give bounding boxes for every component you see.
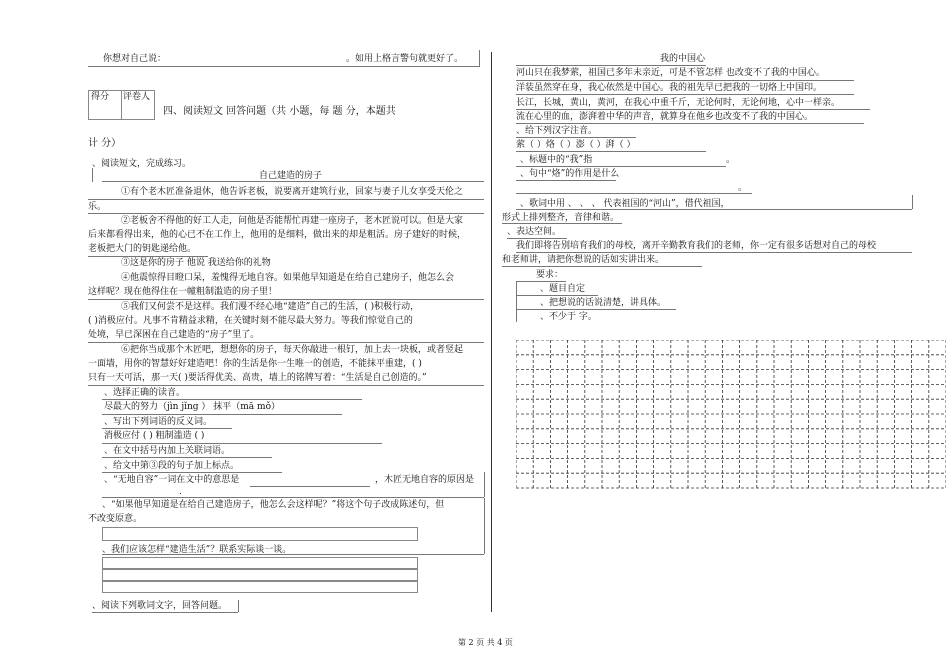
- answer-end-dot: .: [179, 487, 182, 497]
- intro-tail: 。如用上格言警句就更好了。: [346, 54, 464, 64]
- question-title-me-end: 。: [726, 155, 736, 165]
- pinyin-blanks[interactable]: 萦（ ）烙（ ）澎（ ）湃（ ）: [516, 140, 636, 150]
- rule: [516, 180, 616, 181]
- rule: [88, 299, 484, 300]
- score-cell: 得分: [88, 90, 122, 120]
- rule: [516, 151, 706, 152]
- rule: [102, 428, 232, 429]
- rule: [516, 123, 864, 124]
- rule: [516, 166, 726, 167]
- column-divider: [491, 52, 492, 612]
- paragraph-5-end: 处境，早已深困在自己建造的“房子”里了。: [88, 330, 260, 340]
- instruction: 、阅读短文，完成练习。: [92, 159, 192, 169]
- rule: [479, 50, 480, 66]
- paragraph-4: ④他震惊得目瞪口呆，羞愧得无地自容。如果他早知道是在给自己建房子，他怎么会: [121, 273, 455, 283]
- paragraph-6: ⑥把你当成那个木匠吧，想想你的房子，每天你敲进一根钉，加上去一块板，或者竖起: [121, 345, 464, 355]
- question-lao-end: 。: [738, 183, 748, 193]
- rule: [516, 209, 912, 210]
- answer-box[interactable]: [102, 527, 418, 541]
- composition-grid[interactable]: [516, 340, 946, 490]
- poem-line-1: 河山只在我梦萦，祖国已多年未亲近，可是不管怎样 也改变不了我的中国心。: [516, 68, 825, 78]
- rule: [516, 281, 566, 282]
- intro-line: 你想对自己说：: [103, 54, 167, 64]
- passage-title: 自己建造的房子: [259, 171, 323, 181]
- paragraph-2-cont: 后来都看得出来，他的心已不在工作上，他用的是细料，做出来的却是粗活。房子建好的时候，: [88, 230, 467, 240]
- answer-box[interactable]: [102, 569, 418, 581]
- rule: [502, 266, 702, 267]
- rule: [102, 399, 362, 400]
- paragraph-6-cont: 一面墙，用你的智慧好好建造吧！你的生活是你一生唯一的创造，不能抹平重建，( ): [88, 359, 422, 369]
- question-build-life: 、我们应该怎样“建造生活”？联系实际谈一谈。: [102, 545, 292, 555]
- rule: [102, 472, 282, 473]
- paragraph-5: ⑤我们又何尝不是这样。我们漫不经心地“建造”自己的生活，( )积极行动，: [121, 302, 420, 312]
- page-footer: 第 2 页 共 4 页: [458, 638, 513, 647]
- answer-line[interactable]: [88, 66, 480, 67]
- section-title-cont: 计 分）: [88, 138, 122, 149]
- requirements-label: 要求：: [536, 270, 564, 280]
- rule: [88, 385, 484, 386]
- poem-line-4: 流在心里的血，澎湃着中华的声音，就算身在他乡也改变不了我的中国心。: [516, 112, 814, 122]
- answer-line[interactable]: [516, 193, 752, 194]
- rule: [912, 195, 913, 209]
- grader-cell: 评卷人: [121, 90, 155, 120]
- rule: [88, 213, 484, 214]
- question-pinyin: 、选择正确的读音。: [104, 388, 186, 398]
- rule: [92, 612, 238, 613]
- question-rivers: 、歌词中用 、 、 、 代表祖国的“河山”，借代祖国，: [520, 199, 730, 209]
- rule: [516, 252, 912, 253]
- question-pinyin-right: 、给下列汉字注音。: [516, 126, 598, 136]
- poem-line-3: 长江，长城，黄山，黄河，在我心中重千斤，无论何时，无论何地，心中一样亲。: [516, 98, 841, 108]
- paragraph-1-cont: 乐。: [88, 202, 107, 212]
- rule: [92, 168, 93, 182]
- rule: [516, 80, 854, 81]
- poem-line-2: 洋装虽然穿在身，我心依然是中国心。我的祖先早已把我的一切烙上中国印。: [516, 83, 823, 93]
- question-rivers-cont: 形式上排列整齐，音律和谐。: [502, 213, 620, 223]
- paragraph-5-cont: ( )消极应付。凡事不肯精益求精，在关键时刻不能尽最大努力。等我们惊觉自己的: [88, 316, 413, 326]
- rule: [516, 94, 854, 95]
- rule: [516, 295, 598, 296]
- question-space: 、表达空间。: [507, 227, 562, 237]
- essay-prompt: 我们即将告别培育我们的母校，离开辛勤教育我们的老师，你一定有很多话想对自己的母校: [516, 241, 877, 251]
- rule: [102, 443, 382, 444]
- requirement-1: 、题目自定: [540, 284, 586, 294]
- poem-title: 我的中国心: [660, 54, 706, 64]
- paragraph-4-cont: 这样呢？现在他得住在一幢粗制滥造的房子里！: [88, 287, 278, 297]
- rule: [516, 109, 870, 110]
- rule: [507, 238, 567, 239]
- pinyin-options[interactable]: 尽最大的努力（jìn jǐng ） 抹平（mā mǒ）: [104, 402, 280, 412]
- rule: [484, 472, 485, 497]
- answer-box[interactable]: [102, 557, 418, 569]
- rule: [516, 309, 676, 310]
- question-reason: ，木匠无地自容的原因是: [375, 475, 475, 485]
- answer-line[interactable]: [250, 486, 370, 487]
- question-punctuation: 、给文中第③段的句子加上标点。: [104, 461, 240, 471]
- rule: [238, 600, 239, 612]
- answer-line[interactable]: [102, 497, 484, 498]
- paragraph-2: ②老板舍不得他的好工人走，问他是否能帮忙再建一座房子，老木匠说可以。但是大家: [121, 216, 464, 226]
- rule: [516, 137, 636, 138]
- paragraph-6-end: 只有一天可活，那一天( )要活得优美、高贵，墙上的铭牌写着：“生活是自己创造的。”: [88, 373, 427, 383]
- question-rewrite: 、“如果他早知道是在给自己建造房子，他怎么会这样呢？”将这个句子改成陈述句，但: [102, 500, 445, 510]
- paragraph-3: ③这是你的房子 他说 我送给你的礼物: [121, 258, 271, 268]
- antonym-answers[interactable]: 消极应付 ( ) 粗制滥造 ( ): [104, 431, 205, 441]
- question-rewrite-cont: 不改变原意。: [88, 514, 143, 524]
- requirement-2: 、把想说的话说清楚，讲具体。: [540, 298, 667, 308]
- question-antonym: 、写出下列词语的反义词。: [104, 417, 213, 427]
- section-title: 四、阅读短文 回答问题（共 小题，每 题 分，本题共: [163, 106, 396, 117]
- question-lyrics: 、阅读下列歌词文字，回答问题。: [92, 601, 228, 611]
- rule: [102, 457, 272, 458]
- answer-box[interactable]: [102, 581, 418, 593]
- rule: [516, 65, 706, 66]
- essay-prompt-cont: 和老师讲，请把你想说的话如实讲出来。: [502, 255, 665, 265]
- question-conjunctions: 、在文中括号内加上关联词语。: [104, 446, 231, 456]
- rule: [484, 498, 485, 554]
- rule: [88, 256, 208, 257]
- paragraph-1: ①有个老木匠准备退休，他告诉老板，说要离开建筑行业，回家与妻子儿女享受天伦之: [121, 187, 464, 197]
- rule: [102, 414, 342, 415]
- question-title-me: 、标题中的“我”指: [520, 155, 593, 165]
- rule: [502, 223, 622, 224]
- requirement-3: 、不少于 字。: [540, 312, 597, 322]
- paragraph-2-end: 老板把大门的钥匙递给他。: [88, 244, 197, 254]
- rule: [516, 282, 517, 322]
- question-lao: 、句中“烙”的作用是什么: [520, 169, 620, 179]
- rule: [88, 342, 484, 343]
- question-meaning: 、“无地自容”一词在文中的意思是: [104, 475, 240, 485]
- rule: [88, 199, 484, 200]
